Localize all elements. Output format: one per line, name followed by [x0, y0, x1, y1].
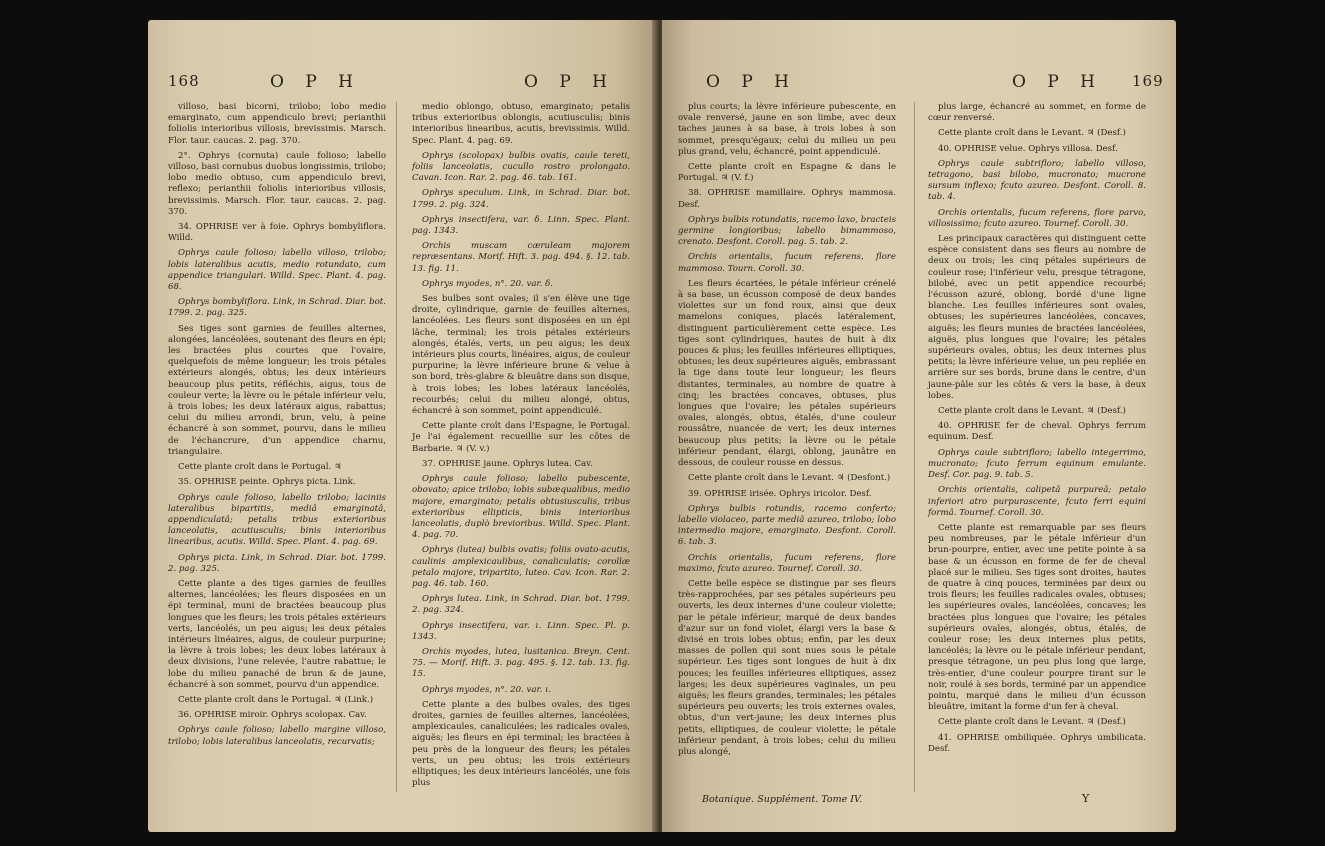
- paragraph: Ses tiges sont garnies de feuilles alternes, alongées, lancéolées, soutenant des fleurs en épi; les bractées plus courtes que l'ovaire, quelquefois de même longueur; les trois pétales extérieurs alongés, obtus; les deux intérieurs beaucoup plus petits, réfléchis, aigus, tous de couleur verte; la lèvre ou le pétale inférieur velu, à trois lobes; les deux latéraux aigus, rabattus; celui du milieu arrondi, brun, velu, à peine échancré à son sommet, pourvu, dans le milieu de l'échancrure, d'un appendice charnu, triangulaire.: [168, 323, 386, 457]
- paragraph: Les principaux caractères qui distinguent cette espèce consistent dans ses fleurs au nombre de deux ou trois; les cinq pétales supérieurs de couleur rose; l'inférieur velu, presque tétragone, bilobé, avec un petit appendice recourbé; l'écusson azuré, oblong, bordé d'une ligne blanche. Les feuilles inférieures sont ovales, obtuses; les supérieures lancéolées, concaves, aiguës; les fleurs munies de bractées lancéolées, aiguës, plus longues que l'ovaire; les pétales supérieurs ovales, obtus; les deux internes plus petits; la lèvre inférieure velue, un peu repliée en arrière sur ses bords, brune dans le centre, d'un jaune-pâle sur les côtés & vers la base, à deux lobes.: [928, 234, 1146, 401]
- paragraph: Ophrys (scolopax) bulbis ovatis, caule tereti, foliis lanceolatis, cucullo rostro prolongato. Cavan. Icon. Rar. 2. pag. 46. tab. 161.: [412, 150, 630, 184]
- paragraph: Cette plante croît dans le Levant. ♃ (Desf.): [938, 128, 1126, 139]
- right-column-1: [678, 102, 896, 762]
- paragraph: 40. OPHRISE velue. Ophrys villosa. Desf.: [938, 143, 1118, 154]
- paragraph: Cette plante a des bulbes ovales, des tiges droites, garnies de feuilles alternes, lancéolées, amplexicaules, canaliculées; les radicales ovales, aiguës; les fleurs en épi terminal; les bractées à peu près de la longueur des fleurs; les pétales verts, un peu obtus; les trois extérieurs elliptiques; les deux intérieurs lancéolés, une fois plus: [412, 699, 630, 789]
- column-rule: [914, 102, 915, 792]
- paragraph: 41. OPHRISE ombiliquée. Ophrys umbilicata. Desf.: [928, 732, 1146, 754]
- paragraph: Cette plante croît dans le Portugal. ♃ (Link.): [178, 694, 374, 705]
- paragraph: Cette plante croît en Espagne & dans le Portugal. ♃ (V. f.): [678, 162, 896, 184]
- paragraph: 35. OPHRISE peinte. Ophrys picta. Link.: [178, 477, 356, 488]
- paragraph: 40. OPHRISE fer de cheval. Ophrys ferrum equinum. Desf.: [928, 421, 1146, 443]
- right-head-left: O P H: [706, 72, 798, 92]
- paragraph: Ophrys caule subtrifloro; labello villoso, tetragono, basi bilobo, mucronato; mucrone sursum inflexo; fcuto azureo. Desfont. Coroll. 8. tab. 4.: [928, 158, 1146, 203]
- right-page: [662, 20, 1176, 832]
- right-column-2: [928, 102, 1146, 759]
- paragraph: Orchis muscam cæruleam majorem repræsentans. Morif. Hift. 3. pag. 494. §. 12. tab. 13. fig. 11.: [412, 241, 630, 274]
- paragraph: Orchis orientalis, fucum referens, flore maximo, fcuto azureo. Tournef. Coroll. 30.: [678, 552, 896, 574]
- paragraph: Ses bulbes sont ovales; il s'en élève une tige droite, cylindrique, garnie de feuilles alternes, lancéolées. Les fleurs sont disposées en un épi lâche, terminal; les trois pétales extérieurs alongés, étalés, verts, un peu aigus; les deux intérieurs plus courts, linéaires, aigus, de couleur purpurine; la lèvre inférieure brune & velue à son bord, très-glabre & bleuâtre dans son disque, à trois lobes; les lobes latéraux lancéolés, recourbés; celui du milieu alongé, obtus, échancré à son sommet, point appendiculé.: [412, 294, 630, 417]
- paragraph: Ophrys speculum. Link, in Schrad. Diar. bot. 1799. 2. pig. 324.: [412, 188, 630, 210]
- left-column-1: [168, 102, 386, 752]
- paragraph: 2°. Ophrys (cornuta) caule folioso; labello villoso, basi cornubus duobus longissimis, trilobo; lobo medio obtuso, cum appendiculo brevi, reflexo; perianthii foliolis interioribus villosis, brevissimis. Marsch. Flor. taur. caucas. 2. pag. 370.: [168, 150, 386, 217]
- paragraph: Ophrys myodes, n°. 20. var. ι.: [422, 684, 552, 695]
- paragraph: Ophrys caule folioso, labello trilobo; laciniis lateralibus bipartitis, mediâ emarginatâ, appendiculatâ; petalis tribus exterioribus lanceolatis, acutiusculis; binis interioribus linearibus, acutis. Willd. Spec. Plant. 4. pag. 69.: [168, 492, 386, 548]
- paragraph: Ophrys insectifera, var. ι. Linn. Spec. Pl. p. 1343.: [412, 620, 630, 642]
- paragraph: Cette belle espèce se distingue par ses fleurs très-rapprochées, par ses pétales supérieurs peu ouverts, les deux internes d'une couleur violette; par le pétale inférieur, marqué de deux bandes d'azur sur un fond violet, élargi vers la base & divisé en trois lobes obtus; enfin, par les deux masses de pollen qui sont nues sous le pétale supérieur. Les tiges sont longues de huit à dix pouces; les feuilles inférieures elliptiques, assez larges; les deux supérieures vaginales, un peu aiguës; les fleurs grandes, terminales; les pétales supérieurs peu ouverts; les trois externes ovales, obtus, d'un vert-jaune; les deux internes plus petits, elliptiques, de couleur violette; le pétale inférieur pendant, à trois lobes; celui du milieu plus alongé,: [678, 578, 896, 757]
- paragraph: Cette plante a des tiges garnies de feuilles alternes, lancéolées; les fleurs disposées en un épi terminal, muni de bractées beaucoup plus longues que les fleurs; les trois pétales extérieurs verts, lancéolés, un peu aigus; les deux pétales intérieurs linéaires, aigus, de couleur purpurine; la lèvre à trois lobes; les deux lobes latéraux à deux divisions, l'une relevée, l'autre rabattue; le lobe du milieu panaché de brun & de jaune, échancré à son sommet, pourvu d'un appendice.: [168, 578, 386, 690]
- paragraph: Ophrys caule subtrifloro; labello integerrimo, mucronato; fcuto ferrum equinum emulante. Desf. Cor. pag. 9. tab. 5.: [928, 447, 1146, 481]
- paragraph: Ophrys caule folioso; labello pubescente, obovato; apice trilobo; lobis subæqualibus, medio majore, emarginato; petalis obtusiusculis, tribus exterioribus ellipticis, binis interioribus lanceolatis, duplò brevioribus. Willd. Spec. Plant. 4. pag. 70.: [412, 474, 630, 541]
- paragraph: Ophrys caule folioso; labello margine villoso, trilobo; lobis lateralibus lanceolatis, recurvatis;: [168, 725, 386, 747]
- footer-signature-line: Botanique. Supplément. Tome IV.: [702, 794, 863, 805]
- paragraph: Cette plante croît dans le Levant. ♃ (Desf.): [938, 717, 1126, 728]
- paragraph: Orchis orientalis, calipetâ purpureâ; petalo inferiori atro purpurascente, fcuto ferri equini formâ. Tournef. Coroll. 30.: [928, 485, 1146, 518]
- paragraph: Orchis myodes, lutea, lusitanica. Breyn. Cent. 75. — Morif. Hift. 3. pag. 495. §. 12. tab. 13. fig. 15.: [412, 646, 630, 680]
- paragraph: villoso, basi bicorni, trilobo; lobo medio emarginato, cum appendiculo brevi; perianthii foliolis interioribus villosis, brevissimis. Marsch. Flor. taur. caucas. 2. pag. 370.: [168, 102, 386, 146]
- paragraph: Orchis orientalis, fucum referens, flore mammoso. Tourn. Coroll. 30.: [678, 252, 896, 274]
- paragraph: Ophrys lutea. Link, in Schrad. Diar. bot. 1799. 2. pag. 324.: [412, 594, 630, 616]
- right-head-right: O P H: [1012, 72, 1104, 92]
- signature-mark: Y: [1082, 792, 1090, 805]
- paragraph: Ophrys myodes, n°. 20. var. δ.: [422, 278, 554, 289]
- paragraph: plus courts; la lèvre inférieure pubescente, en ovale renversé, jaune en son limbe, avec deux taches jaunes à sa base, à trois lobes à son sommet, presqu'égaux; celui du milieu un peu plus grand, velu, échancré, point appendiculé.: [678, 102, 896, 157]
- paragraph: Cette plante croît dans le Levant. ♃ (Desf.): [938, 406, 1126, 417]
- paragraph: Cette plante croît dans l'Espagne, le Portugal. Je l'ai également recueillie sur les côtes de Barbarie. ♃ (V. v.): [412, 421, 630, 454]
- paragraph: Ophrys caule folioso; labello villoso, trilobo; lobis lateralibus acutis, medio rotundato, cum appendice triangulari. Willd. Spec. Plant. 4. pag. 68.: [168, 248, 386, 293]
- paragraph: Cette plante croît dans le Portugal. ♃: [178, 462, 342, 473]
- paragraph: Ophrys (lutea) bulbis ovatis; foliis ovato-acutis, caulinis amplexicaulibus, canaliculatis; corollæ petalo majore, tripartito, luteo. Cav. Icon. Rar. 2. pag. 46. tab. 160.: [412, 545, 630, 589]
- paragraph: Ophrys bombyliflora. Link, in Schrad. Diar. bot. 1799. 2. pag. 325.: [168, 297, 386, 319]
- left-head-left: O P H: [270, 72, 362, 92]
- paragraph: Ophrys bulbis rotundatis, racemo laxo, bracteis germine longioribus; labello bimammoso, crenato. Desfont. Coroll. pag. 5. tab. 2.: [678, 214, 896, 248]
- paragraph: Cette plante est remarquable par ses fleurs peu nombreuses, par le pétale inférieur d'un brun-pourpre, entier, avec une petite pointe à sa base & un écusson en forme de fer de cheval placé sur le milieu. Ses tiges sont droites, hautes de quatre à cinq pouces, terminées par deux ou trois fleurs; les feuilles radicales ovales, obtuses; les supérieures ovales, lancéolées, concaves; les bractées plus longues que l'ovaire; les pétales supérieurs ovales, alongés, obtus, étalés, de couleur rose; les deux internes plus petits, lancéolés; la lèvre ou le pétale inférieur pendant, presque tétragone, un peu plus long que large, très-entier, d'une couleur pourpre tirant sur le noir, roulé à ses bords, terminé par un appendice pointu, marqué dans le milieu d'un écusson bleuâtre, imitant la forme d'un fer à cheval.: [928, 522, 1146, 713]
- paragraph: plus large, échancré au sommet, en forme de cœur renversé.: [928, 102, 1146, 124]
- column-rule: [396, 102, 397, 792]
- left-head-right: O P H: [524, 72, 616, 92]
- paragraph: Cette plante croît dans le Levant. ♃ (Desfont.): [688, 473, 891, 484]
- paragraph: Orchis orientalis, fucum referens, flore parvo, villosissimo; fcuto azureo. Tournef. Coroll. 30.: [928, 207, 1146, 229]
- paragraph: Ophrys insectifera, var. δ. Linn. Spec. Plant. pag. 1343.: [412, 214, 630, 237]
- left-page: [148, 20, 658, 832]
- right-folio: 169: [1132, 72, 1164, 90]
- paragraph: 36. OPHRISE miroir. Ophrys scolopax. Cav.: [178, 710, 367, 721]
- left-column-2: [412, 102, 630, 793]
- paragraph: 34. OPHRISE ver à foie. Ophrys bombyliflora. Willd.: [168, 222, 386, 244]
- paragraph: 38. OPHRISE mamillaire. Ophrys mammosa. Desf.: [678, 188, 896, 210]
- paragraph: Ophrys picta. Link, in Schrad. Diar. bot. 1799. 2. pag. 325.: [168, 552, 386, 574]
- left-folio: 168: [168, 72, 200, 90]
- paragraph: Les fleurs écartées, le pétale inférieur crénelé à sa base, un écusson composé de deux bandes violettes sur un fond roux, ainsi que deux mamelons coniques, placés latéralement, distinguent particulièrement cette espèce. Les tiges sont cylindriques, hautes de huit à dix pouces & plus; les feuilles inférieures elliptiques, obtuses; les deux supérieures aiguës, embrassant la tige dans toute leur longueur; les fleurs distantes, terminales, au nombre de quatre à cinq; les bractées concaves, obtuses, plus longues que l'ovaire; les pétales supérieurs ovales, alongés, obtus, étalés, d'une couleur roussâtre, nuancée de vert; les deux internes beaucoup plus petits; la lèvre ou le pétale inférieur pendant, élargi, oblong, jaunâtre en dessous, de couleur rousse en dessus.: [678, 278, 896, 469]
- paragraph: Ophrys bulbis rotundis, racemo conferto; labello violaceo, parte mediâ azureo, trilobo; lobo intermedio majore, emarginato. Desfont. Coroll. 6. tab. 3.: [678, 503, 896, 548]
- paragraph: 37. OPHRISE jaune. Ophrys lutea. Cav.: [422, 458, 593, 469]
- paragraph: medio oblongo, obtuso, emarginato; petalis tribus exterioribus oblongis, acutiusculis; binis interioribus linearibus, acutis, brevissimis. Willd. Spec. Plant. 4. pag. 69.: [412, 102, 630, 146]
- paragraph: 39. OPHRISE irisée. Ophrys iricolor. Desf.: [688, 488, 872, 499]
